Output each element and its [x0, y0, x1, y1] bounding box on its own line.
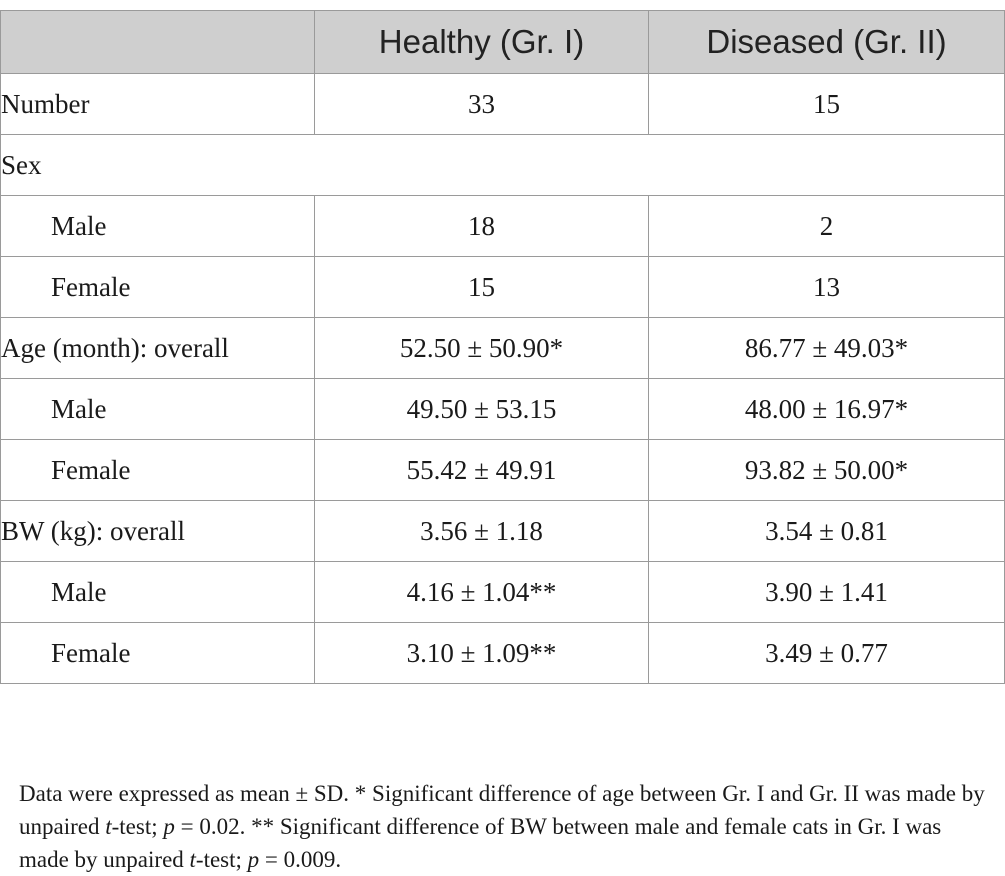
cell-healthy: 15: [315, 257, 649, 318]
header-diseased: Diseased (Gr. II): [649, 11, 1005, 74]
footnote-p-symbol: p: [163, 814, 175, 839]
header-empty-cell: [1, 11, 315, 74]
cell-diseased: 48.00 ± 16.97*: [649, 379, 1005, 440]
row-label-sex-male: Male: [1, 196, 315, 257]
cell-diseased: 3.54 ± 0.81: [649, 501, 1005, 562]
cell-healthy: 49.50 ± 53.15: [315, 379, 649, 440]
cell-healthy: 33: [315, 74, 649, 135]
footnote-text-4: -test;: [195, 847, 248, 872]
row-label-sex-female: Female: [1, 257, 315, 318]
table-row: [1, 196, 1005, 257]
footnote-text-3: = 0.02. ** Significant difference of BW between male and female cats in Gr. I was made by unpaired: [19, 814, 942, 872]
table-row: [1, 623, 1005, 684]
header-healthy: Healthy (Gr. I): [315, 11, 649, 74]
footnote-text-2: -test;: [111, 814, 164, 839]
footnote-text-5: = 0.009.: [259, 847, 342, 872]
row-label-age-female: Female: [1, 440, 315, 501]
row-label-number: Number: [1, 74, 315, 135]
footnote-t-symbol: t: [105, 814, 112, 839]
cell-healthy: 18: [315, 196, 649, 257]
cell-diseased: 93.82 ± 50.00*: [649, 440, 1005, 501]
cell-diseased: 3.90 ± 1.41: [649, 562, 1005, 623]
row-label-bw-female: Female: [1, 623, 315, 684]
row-label-bw-male: Male: [1, 562, 315, 623]
row-label-sex: Sex: [1, 135, 1005, 196]
cell-healthy: 3.10 ± 1.09**: [315, 623, 649, 684]
footnote-p-symbol: p: [247, 847, 260, 872]
cell-healthy: 55.42 ± 49.91: [315, 440, 649, 501]
cell-diseased: 2: [649, 196, 1005, 257]
footnote-t-symbol: t: [189, 847, 196, 872]
cell-healthy: 4.16 ± 1.04**: [315, 562, 649, 623]
table-footnote: [19, 777, 989, 876]
footnote-text-1: Data were expressed as mean ± SD. * Significant difference of age between Gr. I and Gr. II was made by unpaired: [19, 781, 985, 839]
table-row: [1, 135, 1005, 196]
table-row: [1, 501, 1005, 562]
demographics-table: [0, 10, 1005, 684]
table-row: [1, 74, 1005, 135]
cell-diseased: 86.77 ± 49.03*: [649, 318, 1005, 379]
cell-diseased: 3.49 ± 0.77: [649, 623, 1005, 684]
cell-diseased: 15: [649, 74, 1005, 135]
table-row: [1, 379, 1005, 440]
table-row: [1, 440, 1005, 501]
header-row: [1, 11, 1005, 74]
table-row: [1, 318, 1005, 379]
cell-healthy: 52.50 ± 50.90*: [315, 318, 649, 379]
row-label-age-overall: Age (month): overall: [1, 318, 315, 379]
row-label-age-male: Male: [1, 379, 315, 440]
cell-healthy: 3.56 ± 1.18: [315, 501, 649, 562]
cell-diseased: 13: [649, 257, 1005, 318]
table-row: [1, 257, 1005, 318]
table-row: [1, 562, 1005, 623]
row-label-bw-overall: BW (kg): overall: [1, 501, 315, 562]
